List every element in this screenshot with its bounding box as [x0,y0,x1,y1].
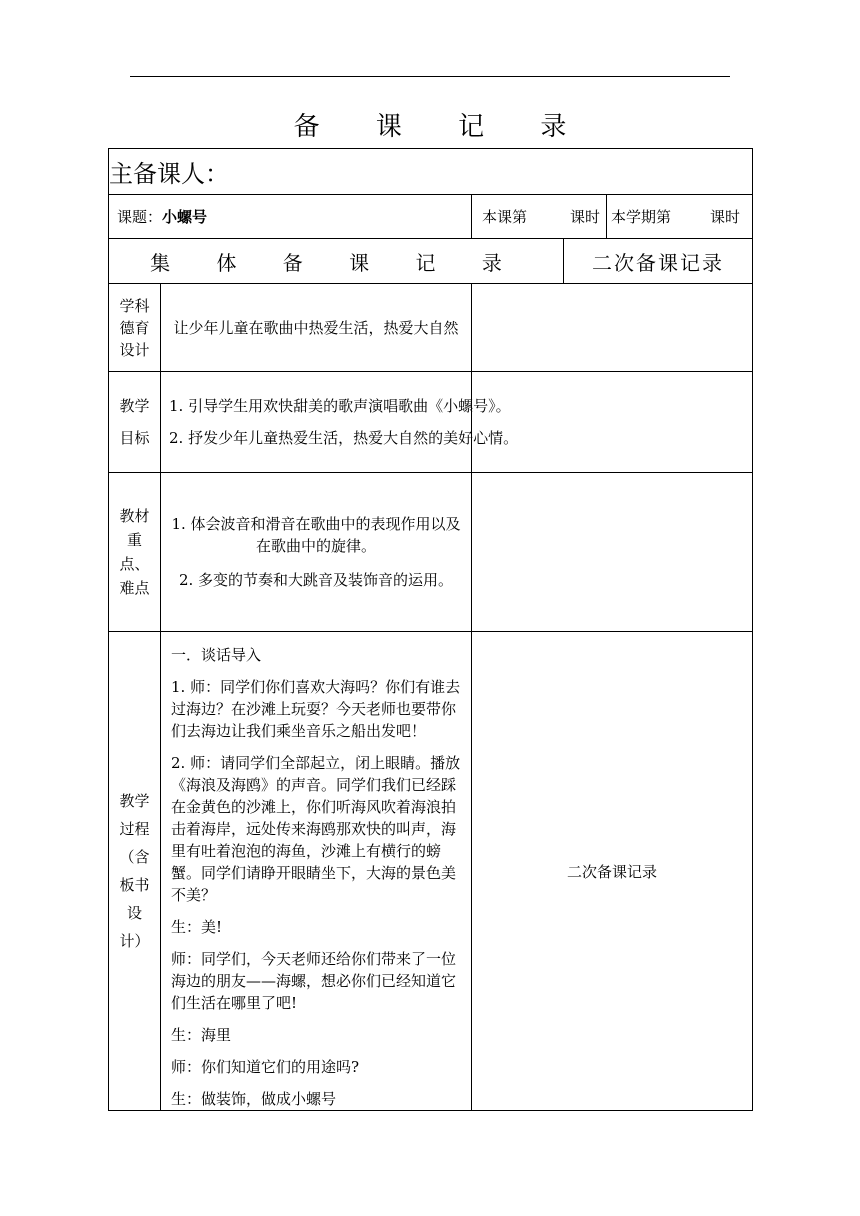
topic-label: 课题： [117,208,163,226]
lesson-prep-table [108,148,753,1111]
lesson-number-unit: 课时 [569,208,600,226]
keypoint-item: 1. 体会波音和滑音在歌曲中的表现作用以及在歌曲中的旋律。 [171,515,461,555]
teaching-goals-content [161,372,519,473]
process-paragraph: 生：海里 [171,1026,232,1044]
goal-item: 1. 引导学生用欢快甜美的歌声演唱歌曲《小螺号》。 [169,397,511,415]
teaching-goals-label: 教学 目标 [109,372,161,473]
lesson-number-label: 本课第 [482,208,528,226]
key-difficult-points-label: 教材 重 点、 难点 [109,473,161,632]
group-record-header-cell [109,239,564,284]
process-paragraph: 生：做装饰，做成小螺号 [171,1090,337,1108]
key-difficult-points-secondary [472,473,753,632]
keypoint-item: 2. 多变的节奏和大跳音及装饰音的运用。 [178,571,454,589]
second-record-header: 二次备课记录 [592,250,725,275]
process-paragraph: 师：同学们，今天老师还给你们带来了一位海边的朋友——海螺，想必你们已经知道它们生活在哪里了吧! [171,950,457,1012]
semester-number-label: 本学期第 [611,208,672,226]
moral-design-content: 让少年儿童在歌曲中热爱生活，热爱大自然 [161,284,472,372]
process-paragraph: 1. 师：同学们你们喜欢大海吗？你们有谁去过海边？在沙滩上玩耍？今天老师也要带你们去海边让我们乘坐音乐之船出发吧！ [171,678,461,740]
topic-cell [109,195,472,239]
process-paragraph: 一．谈话导入 [171,646,262,664]
document-title: 备 课 记 录 [293,112,591,142]
process-paragraph: 2. 师：请同学们全部起立，闭上眼睛。播放《海浪及海鸥》的声音。同学们我们已经踩在金黄色的沙滩上，你们听海风吹着海浪拍击着海岸，远处传来海鸥那欢快的叫声，海里有吐着泡泡的海鱼，沙滩上有横行的螃蟹。同学们请睁开眼睛坐下，大海的景色美不美？ [171,754,461,904]
teaching-goals-secondary [472,372,753,473]
secondary-record-text: 二次备课记录 [567,862,658,881]
second-record-header-cell [564,239,753,284]
main-preparer-label: 主备课人： [109,160,229,188]
lesson-number-cell [472,195,607,239]
process-paragraph: 师：你们知道它们的用途吗? [171,1058,360,1076]
teaching-process-content [161,632,472,1111]
teaching-process-secondary [472,632,753,1111]
semester-number-cell [607,195,753,239]
key-difficult-points-content [161,473,472,632]
semester-number-unit: 课时 [710,208,741,226]
group-record-header: 集 体 备 课 记 录 [150,250,522,275]
teaching-process-label: 教学 过程 （含 板书 设 计） [109,632,161,1111]
topic-value: 小螺号 [162,208,208,226]
moral-design-label: 学科 德育 设计 [109,284,161,372]
main-preparer-cell [109,149,753,195]
moral-design-secondary [472,284,753,372]
goal-item: 2. 抒发少年儿童热爱生活，热爱大自然的美好心情。 [169,429,519,447]
process-paragraph: 生：美! [171,918,223,936]
header-rule [130,76,730,77]
